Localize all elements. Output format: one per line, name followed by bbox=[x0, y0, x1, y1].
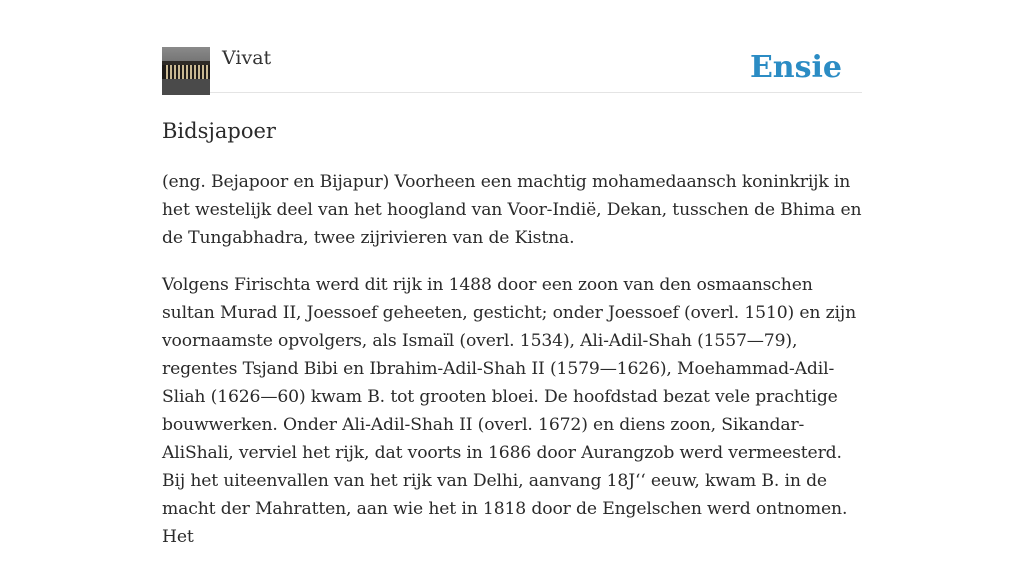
bookshelf-avatar-image bbox=[162, 47, 210, 95]
author-name[interactable]: Vivat bbox=[222, 47, 272, 69]
header bbox=[162, 46, 862, 93]
avatar[interactable] bbox=[162, 47, 210, 95]
article-paragraph: Volgens Firischta werd dit rijk in 1488 door een zoon van den osmaanschen sultan Murad II, Joessoef geheeten, gesticht; onder Joessoef (overl. 1510) en zijn voornaamste opvolgers, als Ismaïl (overl. 1534), Ali-Adil-Shah (1557—79), regentes Tsjand Bibi en Ibrahim-Adil-Shah II (1579—1626), Moehammad-Adil-Sliah (1626—60) kwam B. tot grooten bloei. De hoofdstad bezat vele prachtige bouwwerken. Onder Ali-Adil-Shah II (overl. 1672) en diens zoon, Sikandar-AliShali, verviel het rijk, dat voorts in 1686 door Aurangzob werd vermeesterd. Bij het uiteenvallen van het rijk van Delhi, aanvang 18J‘‘ eeuw, kwam B. in de macht der Mahratten, aan wie het in 1818 door de Engelschen werd ontnomen. Het bbox=[162, 275, 856, 547]
brand-logo[interactable]: Ensie bbox=[749, 50, 842, 85]
article-body bbox=[162, 168, 864, 570]
article-title: Bidsjapoer bbox=[162, 119, 276, 143]
article-paragraph: (eng. Bejapoor en Bijapur) Voorheen een machtig mohamedaansch koninkrijk in het westelijk deel van het hoogland van Voor-Indië, Dekan, tusschen de Bhima en de Tungabhadra, twee zijrivieren van de Kistna. bbox=[162, 172, 862, 248]
